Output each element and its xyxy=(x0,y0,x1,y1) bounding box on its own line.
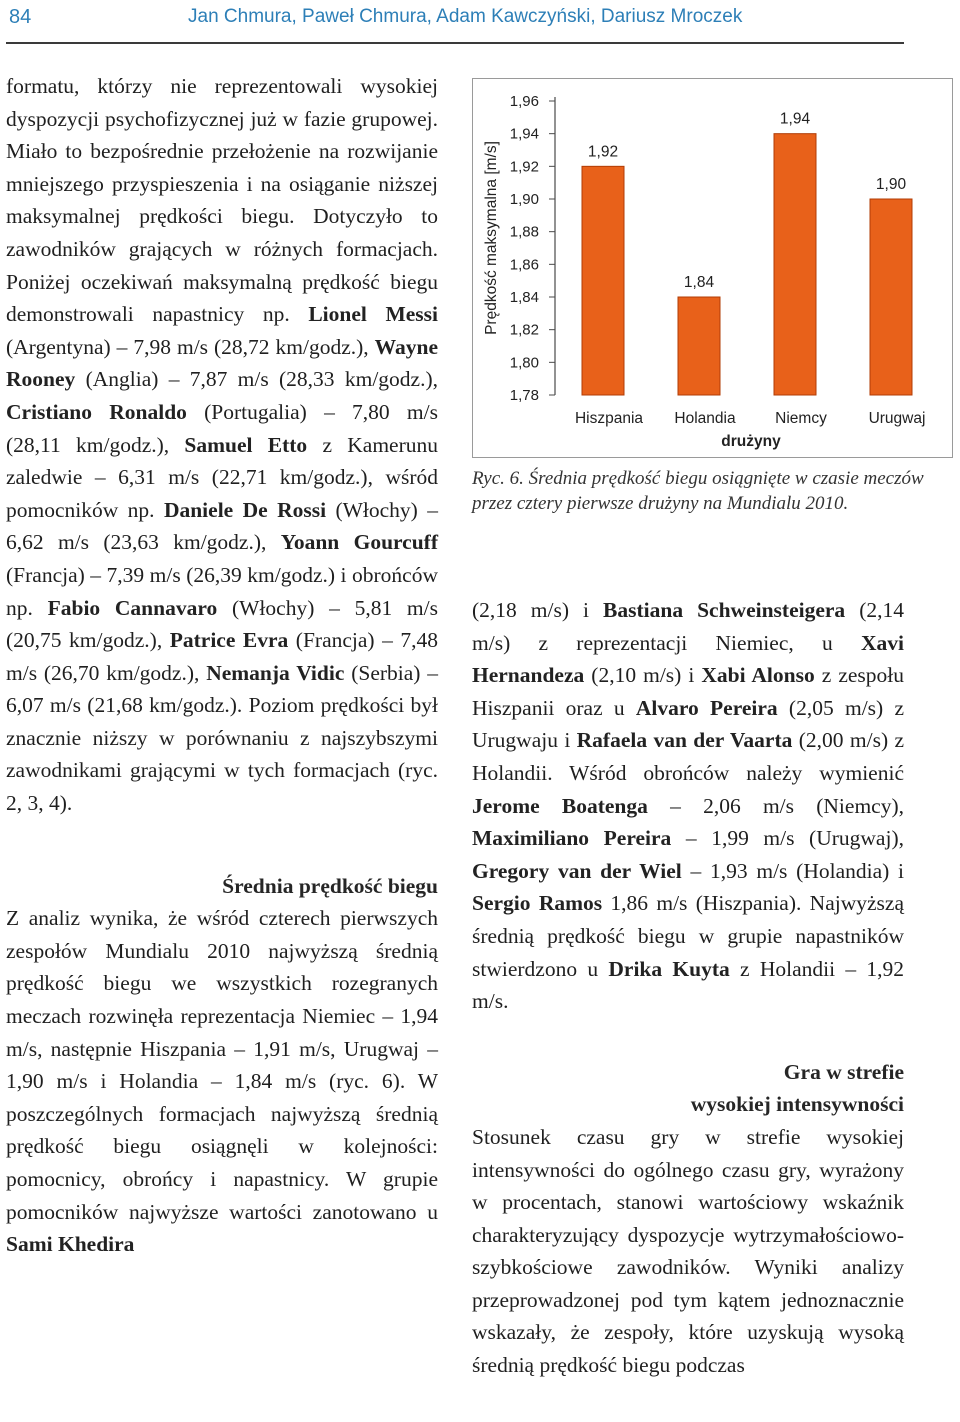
header-rule xyxy=(6,42,904,44)
heading-line-1: Gra w strefie xyxy=(783,1059,904,1084)
x-category-label: Urugwaj xyxy=(868,410,926,427)
section-heading-high-intensity xyxy=(472,1056,904,1121)
player-name: Cristiano Ronaldo xyxy=(6,399,187,424)
x-category-label: Hiszpania xyxy=(574,410,644,427)
y-tick-label: 1,96 xyxy=(509,93,539,110)
text-run: 1,86 m/s (Hiszpania). Najwyższą średnią prędkość biegu w grupie napastników stwierdzono u xyxy=(472,891,904,981)
right-column xyxy=(472,594,904,1382)
y-tick-label: 1,82 xyxy=(509,321,539,339)
y-tick-label: 1,94 xyxy=(509,125,539,143)
text-run: (2,00 m/s) z Holandii. Wśród obrońców należy wymienić xyxy=(472,728,904,785)
text-run: (2,10 m/s) i xyxy=(584,663,702,688)
text-run: (Anglia) – 7,87 m/s (28,33 km/godz.), xyxy=(75,367,438,392)
text-run: z Holandii – 1,92 m/s. xyxy=(472,956,905,1014)
player-name: Patrice Evra xyxy=(169,628,289,653)
text-run: (Francja) – 7,48 m/s (26,70 km/godz.), xyxy=(6,628,438,685)
y-tick-label: 1,92 xyxy=(509,158,539,176)
text-run: (Francja) – 7,39 m/s (26,39 km/godz.) i obrońców np. xyxy=(6,562,438,620)
player-name: Daniele De Rossi xyxy=(163,497,327,522)
heading-line-2: wysokiej intensywności xyxy=(690,1092,904,1117)
y-tick-label: 1,84 xyxy=(509,289,539,306)
text-run: (Serbia) – 6,07 m/s (21,68 km/godz.). Poziom prędkości był znacznie niższy w porównaniu z najszybszymi zawodnikami grającymi w tych formacjach (ryc. 2, 3, 4). xyxy=(6,660,439,816)
player-name: Xabi Alonso xyxy=(701,663,815,688)
text-run: (Portugalia) – 7,80 m/s (28,11 km/godz.), xyxy=(6,399,438,457)
bar xyxy=(774,134,816,395)
text-run: z Kamerunu zaledwie – 6,31 m/s (22,71 km/godz.), wśród pomocników np. xyxy=(6,432,439,522)
player-name: Fabio Cannavaro xyxy=(47,595,218,620)
text-run: (Włochy) – 5,81 m/s (20,75 km/godz.), xyxy=(6,595,438,653)
player-name: Alvaro Pereira xyxy=(635,695,778,720)
bar xyxy=(870,199,912,395)
page-header xyxy=(0,0,960,44)
y-tick-label: 1,80 xyxy=(509,354,539,372)
text-run: (Włochy) – 6,62 m/s (23,63 km/godz.), xyxy=(6,497,438,555)
y-tick-label: 1,88 xyxy=(509,223,539,241)
text-run: – 1,99 m/s (Urugwaj), xyxy=(671,826,904,851)
paragraph-player-speeds xyxy=(6,70,438,820)
text-run: – 1,93 m/s (Holandia) i xyxy=(681,858,904,883)
text-run: formatu, którzy nie reprezentowali wysokiej dyspozycji psychofizycznej już w fazie grupowej. Miało to bezpośrednie przełożenie na rozwijanie mniejszego przyspieszenia i na osiąganie niższej maksymalnej prędkości biegu. Dotyczyło to zawodników grających w różnych formacjach. Poniżej oczekiwań maksymalną prędkość biegu demonstrowali napastnicy np. xyxy=(6,74,438,327)
player-name: Jerome Boatenga xyxy=(472,793,648,818)
page-number: 84 xyxy=(9,6,32,28)
player-name: Xavi Hernandeza xyxy=(472,630,904,688)
player-name: Nemanja Vidic xyxy=(206,660,345,685)
player-name: Samuel Etto xyxy=(184,432,308,457)
player-name: Sami Khedira xyxy=(6,1232,135,1257)
text-run: Stosunek czasu gry w strefie wysokiej intensywności do ogólnego czasu gry, wyrażony w procentach, stanowi wartościowy wskaźnik charakteryzujący dyspozycje wytrzymałościowo-szybkościowe zawodników. Wyniki analizy przeprowadzonej pod tym kątem jednoznacznie wskazały, że zespoły, które uzyskują wysoką średnią prędkość biegu podczas xyxy=(472,1124,904,1378)
player-name: Yoann Gourcuff xyxy=(280,530,438,555)
player-name: Bastiana Schweinsteigera xyxy=(603,598,846,622)
bar xyxy=(582,166,624,395)
y-tick-label: 1,86 xyxy=(509,256,539,274)
paragraph-high-intensity xyxy=(472,1121,904,1382)
player-name: Drika Kuyta xyxy=(608,956,730,981)
text-run: (Argentyna) – 7,98 m/s (28,72 km/godz.), xyxy=(6,334,375,359)
y-tick-label: 1,78 xyxy=(509,387,539,404)
x-axis-title: drużyny xyxy=(721,433,781,450)
text-run: (2,05 m/s) z Urugwaju i xyxy=(472,695,904,753)
figure-caption: Ryc. 6. Średnia prędkość biegu osiągnięte w czasie meczów przez cztery pierwsze drużyny na Mundialu 2010. xyxy=(472,468,924,514)
player-name: Lionel Messi xyxy=(308,302,438,327)
player-name: Wayne Rooney xyxy=(6,334,438,392)
text-run: (2,14 m/s) z reprezentacji Niemiec, u xyxy=(472,598,904,655)
running-head-authors: Jan Chmura, Paweł Chmura, Adam Kawczyński, Dariusz Mroczek xyxy=(188,6,743,27)
player-name: Gregory van der Wiel xyxy=(472,858,682,883)
y-axis-title: Prędkość maksymalna [m/s] xyxy=(483,141,500,335)
left-column xyxy=(6,70,438,1261)
bar-chart xyxy=(473,79,954,459)
player-name: Maximiliano Pereira xyxy=(472,826,672,851)
x-category-label: Niemcy xyxy=(775,410,827,427)
text-run: – 2,06 m/s (Niemcy), xyxy=(647,793,904,818)
bar-value-label: 1,84 xyxy=(683,274,715,291)
text-run: z zespołu Hiszpanii oraz u xyxy=(472,663,904,720)
player-name: Rafaela van der Vaarta xyxy=(576,728,793,753)
paragraph-average-speed xyxy=(6,902,438,1261)
figure-bar-chart xyxy=(472,78,953,458)
bar-value-label: 1,94 xyxy=(779,110,811,128)
player-name: Sergio Ramos xyxy=(472,891,603,916)
bar-value-label: 1,92 xyxy=(587,143,619,161)
text-run: Z analiz wynika, że wśród czterech pierwszych zespołów Mundialu 2010 najwyższą średnią prędkość biegu we wszystkich rozegranych meczach rozwinęła reprezentacja Niemiec – 1,94 m/s, następnie Hiszpania – 1,91 m/s, Urugwaj – 1,90 m/s i Holandia – 1,84 m/s (ryc. 6). W poszczególnych formacjach najwyższą średnią prędkość biegu osiągnęli w kolejności: pomocnicy, obrońcy i napastnicy. W grupie pomocników najwyższe wartości zanotowano u xyxy=(6,906,438,1224)
x-category-label: Holandia xyxy=(674,410,736,427)
bar-value-label: 1,90 xyxy=(875,176,907,193)
bar xyxy=(678,297,720,395)
y-tick-label: 1,90 xyxy=(509,191,539,208)
section-heading-average-speed: Średnia prędkość biegu xyxy=(222,873,438,898)
text-run: (2,18 m/s) i xyxy=(472,598,604,622)
paragraph-top-players xyxy=(472,594,904,1018)
